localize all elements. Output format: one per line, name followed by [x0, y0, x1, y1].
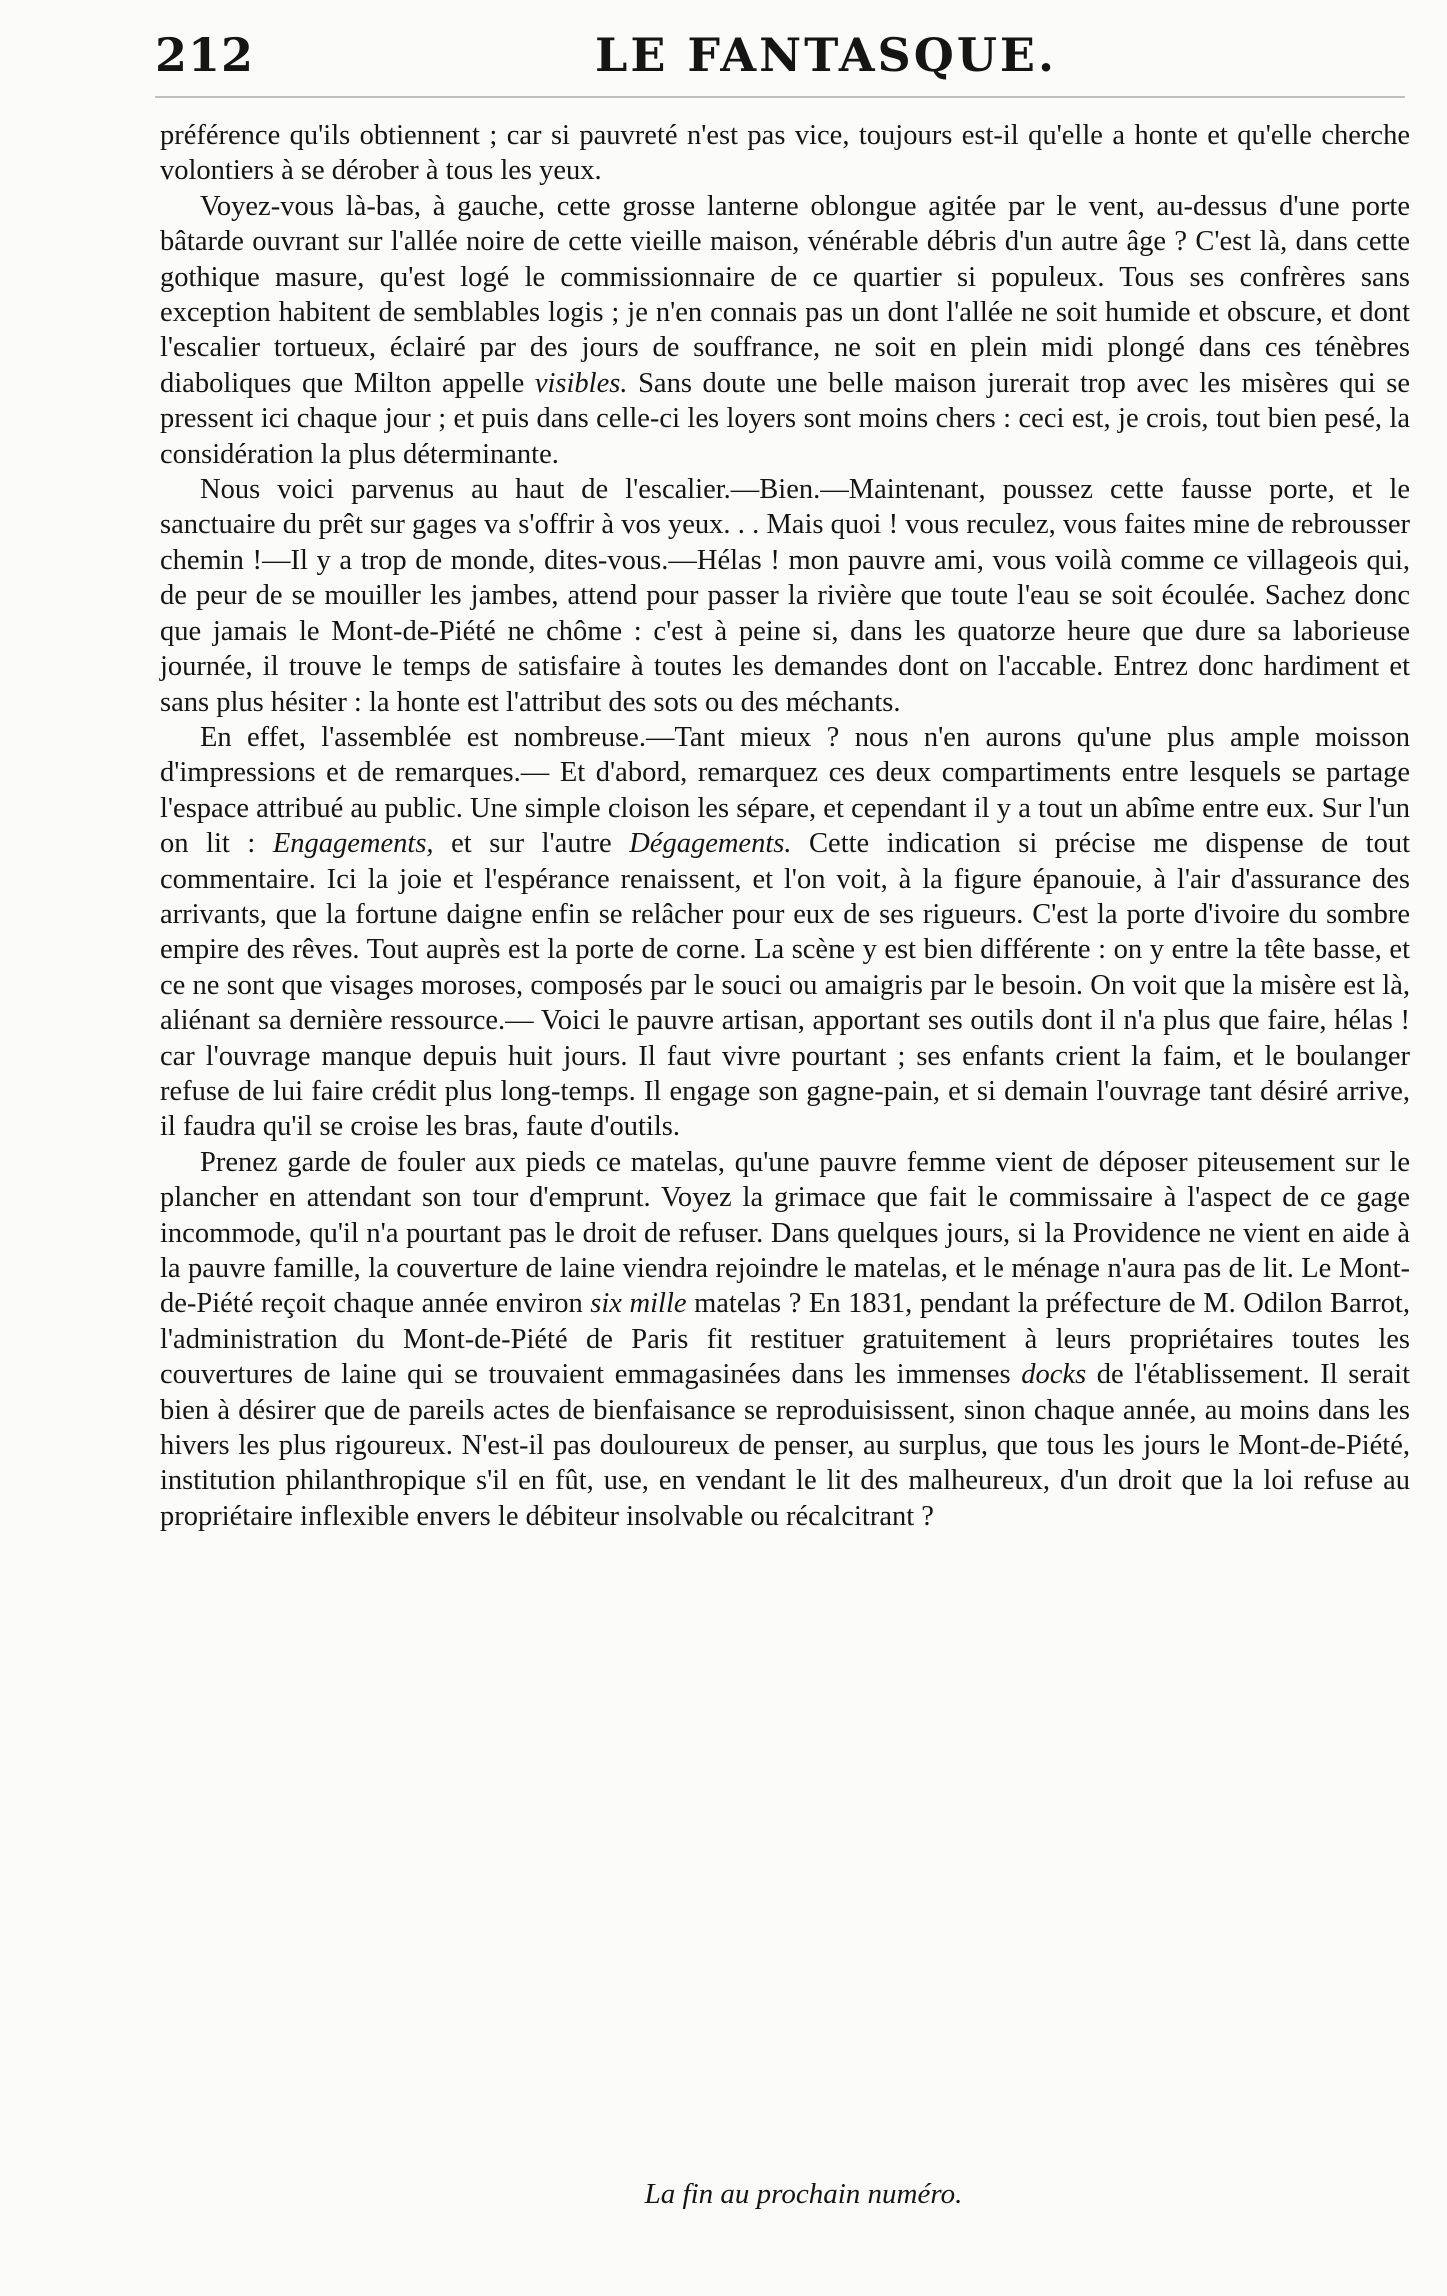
italic-text: Engagements,: [272, 828, 434, 860]
paragraph: [160, 1145, 1410, 1534]
paragraph: [160, 472, 1410, 720]
paragraph: [160, 189, 1410, 472]
italic-text: six mille: [590, 1288, 687, 1320]
paragraph: [160, 118, 1410, 189]
page-number: 212: [155, 28, 255, 82]
italic-text: docks: [1021, 1359, 1087, 1391]
paragraph-text: matelas ? En 1831, pendant la préfecture de M. Odilon Barrot, l'administration du Mont-de-Piété de Paris fit restituer gratuitement à leurs propriétaires toutes les couvertures de laine qui se trouvaient emmagasinées dans les immenses: [160, 1288, 1410, 1391]
article-body: [160, 118, 1410, 1534]
journal-title: LE FANTASQUE.: [595, 28, 1058, 82]
paragraph-text: et sur l'autre: [433, 828, 630, 860]
italic-text: visibles.: [534, 367, 628, 399]
paragraph-text: En effet, l'assemblée est nombreuse.—Tant mieux ? nous n'en aurons qu'une plus ample moisson d'impressions et de remarques.— Et d'abord, remarquez ces deux compartiments entre lesquels se partage l'espace attribué au public. Une simple cloison les sépare, et cependant il y a tout un abîme entre eux. Sur l'un on lit :: [160, 721, 1410, 860]
paragraph: [160, 720, 1410, 1145]
italic-text: Dégagements.: [629, 828, 792, 860]
paragraph-text: Cette indication si précise me dispense de tout commentaire. Ici la joie et l'espérance renaissent, et l'on voit, à la figure épanouie, à l'air d'assurance des arrivants, que la fortune daigne enfin se relâcher pour eux de ses rigueurs. C'est la porte d'ivoire du sombre empire des rêves. Tout auprès est la porte de corne. La scène y est bien différente : on y entre la tête basse, et ce ne sont que visages moroses, composés par le souci ou amaigris par le besoin. On voit que la misère est là, aliénant sa dernière ressource.— Voici le pauvre artisan, apportant ses outils dont il n'a plus que faire, hélas ! car l'ouvrage manque depuis huit jours. Il faut vivre pourtant ; ses enfants crient la faim, et le boulanger refuse de lui faire crédit plus long-temps. Il engage son gagne-pain, et si demain l'ouvrage tant désiré arrive, il faudra qu'il se croise les bras, faute d'outils.: [160, 828, 1410, 1143]
continuation-text: La fin au prochain numéro.: [644, 2178, 963, 2210]
header-rule: [155, 96, 1405, 98]
paragraph-text: Prenez garde de fouler aux pieds ce matelas, qu'une pauvre femme vient de déposer piteusement sur le plancher en attendant son tour d'emprunt. Voyez la grimace que fait le commissaire à l'aspect de ce gage incommode, qu'il n'a pourtant pas le droit de refuser. Dans quelques jours, si la Providence ne vient en aide à la pauvre famille, la couverture de laine viendra rejoindre le matelas, et le ménage n'aura pas de lit. Le Mont-de-Piété reçoit chaque année environ: [160, 1146, 1410, 1320]
paragraph-text: Voyez-vous là-bas, à gauche, cette grosse lanterne oblongue agitée par le vent, au-dessus d'une porte bâtarde ouvrant sur l'allée noire de cette vieille maison, vénérable débris d'un autre âge ? C'est là, dans cette gothique masure, qu'est logé le commissionnaire de ce quartier si populeux. Tous ses confrères sans exception habitent de semblables logis ; je n'en connais pas un dont l'allée ne soit humide et obscure, et dont l'escalier tortueux, éclairé par des jours de souffrance, ne soit en plein midi plongé dans ces ténèbres diaboliques que Milton appelle: [160, 190, 1410, 399]
continuation-note: [0, 2178, 1447, 2211]
paragraph-text: Nous voici parvenus au haut de l'escalier.—Bien.—Maintenant, poussez cette fausse porte, et le sanctuaire du prêt sur gages va s'offrir à vos yeux. . . Mais quoi ! vous reculez, vous faites mine de rebrousser chemin !—Il y a trop de monde, dites-vous.—Hélas ! mon pauvre ami, vous voilà comme ce villageois qui, de peur de se mouiller les jambes, attend pour passer la rivière que toute l'eau se soit écoulée. Sachez donc que jamais le Mont-de-Piété ne chôme : c'est à peine si, dans les quatorze heure que dure sa laborieuse journée, il trouve le temps de satisfaire à toutes les demandes dont on l'accable. Entrez donc hardiment et sans plus hésiter : la honte est l'attribut des sots ou des méchants.: [160, 474, 1410, 718]
paragraph-text: préférence qu'ils obtiennent ; car si pauvreté n'est pas vice, toujours est-il qu'elle a honte et qu'elle cherche volontiers à se dérober à tous les yeux.: [160, 120, 1410, 187]
paragraph-text: Sans doute une belle maison jurerait trop avec les misères qui se pressent ici chaque jour ; et puis dans celle-ci les loyers sont moins chers : ceci est, je crois, tout bien pesé, la considération la plus déterminante.: [160, 367, 1410, 470]
paragraph-text: de l'établissement. Il serait bien à désirer que de pareils actes de bienfaisance se reproduisissent, sinon chaque année, au moins dans les hivers les plus rigoureux. N'est-il pas douloureux de penser, au surplus, que tous les jours le Mont-de-Piété, institution philanthropique s'il en fût, use, en vendant le lit des malheureux, d'un droit que la loi refuse au propriétaire inflexible envers le débiteur insolvable ou récalcitrant ?: [160, 1359, 1411, 1532]
